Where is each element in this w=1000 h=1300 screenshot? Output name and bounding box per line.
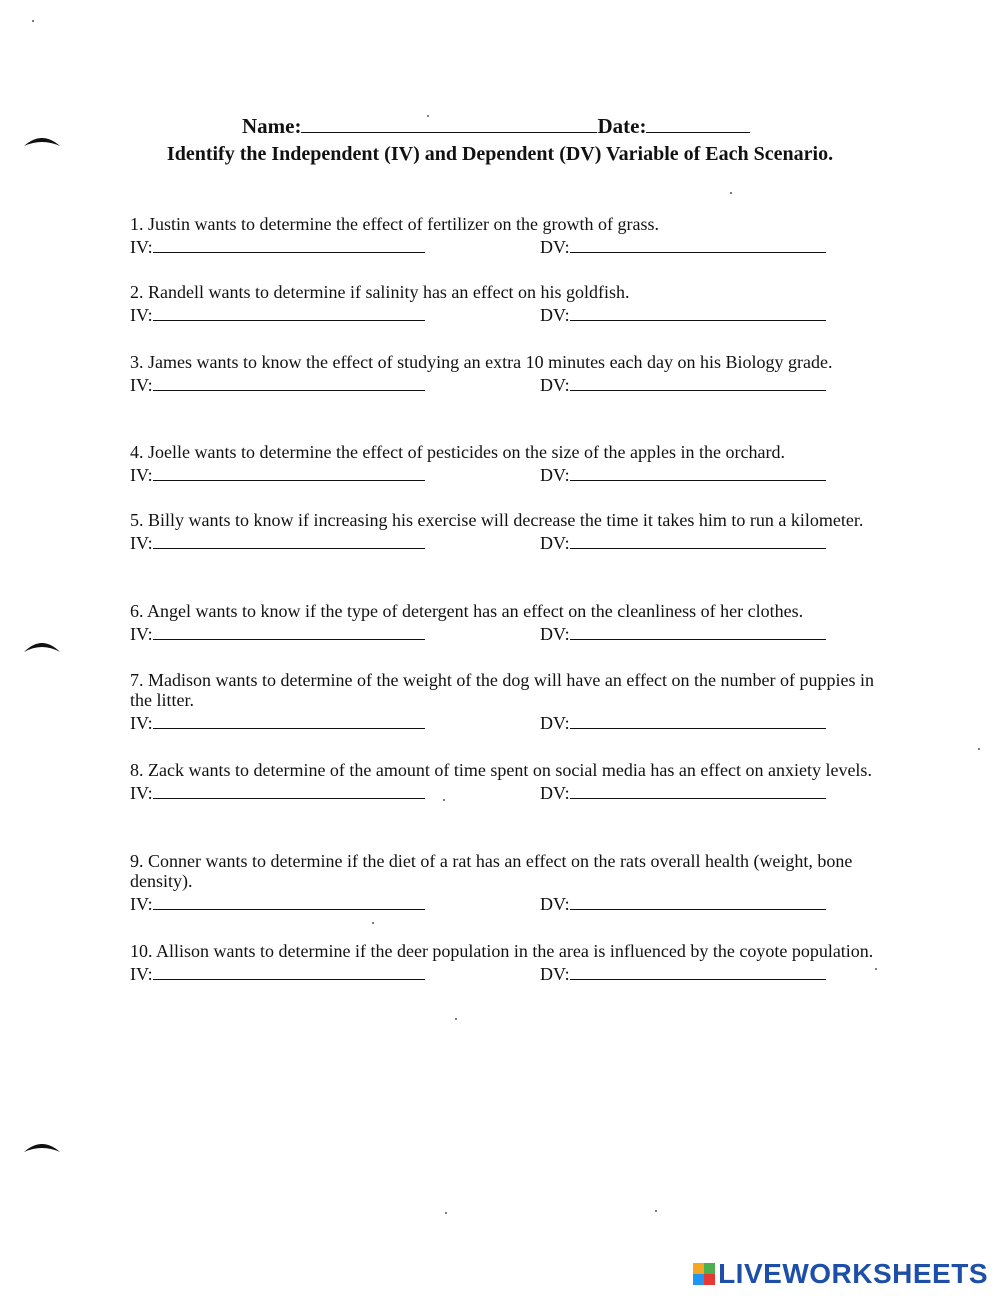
- dv-answer-field[interactable]: [570, 961, 826, 980]
- iv-answer-field[interactable]: [153, 530, 425, 549]
- question-text: 3. James wants to know the effect of studying an extra 10 minutes each day on his Biology grade.: [130, 352, 833, 372]
- question-text: 10. Allison wants to determine if the deer population in the area is influenced by the coyote population.: [130, 941, 874, 961]
- dv-answer-field[interactable]: [570, 710, 826, 729]
- dv-label: DV:: [540, 713, 570, 733]
- iv-answer-field[interactable]: [153, 462, 425, 481]
- question-item: [130, 760, 890, 804]
- dv-label: DV:: [540, 375, 570, 395]
- hole-punch-mark: [22, 1138, 62, 1158]
- iv-answer-field[interactable]: [153, 961, 425, 980]
- iv-label: IV:: [130, 533, 153, 553]
- question-text: 5. Billy wants to know if increasing his exercise will decrease the time it takes him to run a kilometer.: [130, 510, 864, 530]
- dv-label: DV:: [540, 305, 570, 325]
- iv-answer-field[interactable]: [153, 891, 425, 910]
- dv-answer-field[interactable]: [570, 530, 826, 549]
- iv-answer-field[interactable]: [153, 710, 425, 729]
- dv-label: DV:: [540, 894, 570, 914]
- dv-answer-field[interactable]: [570, 891, 826, 910]
- iv-label: IV:: [130, 783, 153, 803]
- question-text: 2. Randell wants to determine if salinity has an effect on his goldfish.: [130, 282, 630, 302]
- iv-answer-field[interactable]: [153, 302, 425, 321]
- date-label: Date:: [597, 114, 647, 138]
- iv-answer-field[interactable]: [153, 621, 425, 640]
- logo-square: [704, 1274, 715, 1285]
- dv-answer-field[interactable]: [570, 302, 826, 321]
- question-item: [130, 282, 890, 326]
- question-text: 1. Justin wants to determine the effect of fertilizer on the growth of grass.: [130, 214, 660, 234]
- iv-label: IV:: [130, 237, 153, 257]
- dv-label: DV:: [540, 624, 570, 644]
- liveworksheets-logo-icon: [693, 1263, 715, 1285]
- logo-square: [704, 1263, 715, 1274]
- liveworksheets-wordmark: LIVEWORKSHEETS: [718, 1258, 988, 1289]
- iv-label: IV:: [130, 465, 153, 485]
- iv-label: IV:: [130, 894, 153, 914]
- iv-answer-field[interactable]: [153, 372, 425, 391]
- question-text: 6. Angel wants to know if the type of detergent has an effect on the cleanliness of her clothes.: [130, 601, 804, 621]
- dv-answer-field[interactable]: [570, 621, 826, 640]
- iv-answer-field[interactable]: [153, 780, 425, 799]
- logo-square: [693, 1263, 704, 1274]
- dv-answer-field[interactable]: [570, 234, 826, 253]
- question-text: 9. Conner wants to determine if the diet of a rat has an effect on the rats overall health (weight, bone density).: [130, 851, 853, 891]
- question-item: [130, 352, 890, 396]
- dv-answer-field[interactable]: [570, 372, 826, 391]
- hole-punch-mark: [22, 132, 62, 152]
- question-item: [130, 941, 890, 985]
- question-text: 4. Joelle wants to determine the effect of pesticides on the size of the apples in the orchard.: [130, 442, 785, 462]
- dv-answer-field[interactable]: [570, 780, 826, 799]
- name-field[interactable]: [301, 112, 597, 133]
- dv-label: DV:: [540, 533, 570, 553]
- iv-label: IV:: [130, 624, 153, 644]
- question-item: [130, 601, 890, 645]
- question-item: [130, 510, 890, 554]
- hole-punch-mark: [22, 636, 62, 656]
- dv-label: DV:: [540, 237, 570, 257]
- iv-label: IV:: [130, 964, 153, 984]
- question-item: [130, 670, 890, 734]
- iv-label: IV:: [130, 375, 153, 395]
- dv-label: DV:: [540, 783, 570, 803]
- dv-label: DV:: [540, 465, 570, 485]
- iv-label: IV:: [130, 713, 153, 733]
- dv-answer-field[interactable]: [570, 462, 826, 481]
- worksheet-title: Identify the Independent (IV) and Dependent (DV) Variable of Each Scenario.: [166, 143, 834, 165]
- question-item: [130, 214, 890, 258]
- logo-square: [693, 1274, 704, 1285]
- name-label: Name:: [242, 114, 302, 138]
- question-text: 7. Madison wants to determine of the weight of the dog will have an effect on the number of puppies in the litter.: [130, 670, 874, 710]
- date-field[interactable]: [646, 112, 750, 133]
- dv-label: DV:: [540, 964, 570, 984]
- question-item: [130, 851, 890, 915]
- liveworksheets-logo: [693, 1258, 988, 1290]
- iv-label: IV:: [130, 305, 153, 325]
- question-text: 8. Zack wants to determine of the amount of time spent on social media has an effect on anxiety levels.: [130, 760, 872, 780]
- question-item: [130, 442, 890, 486]
- iv-answer-field[interactable]: [153, 234, 425, 253]
- name-date-line: [242, 112, 750, 139]
